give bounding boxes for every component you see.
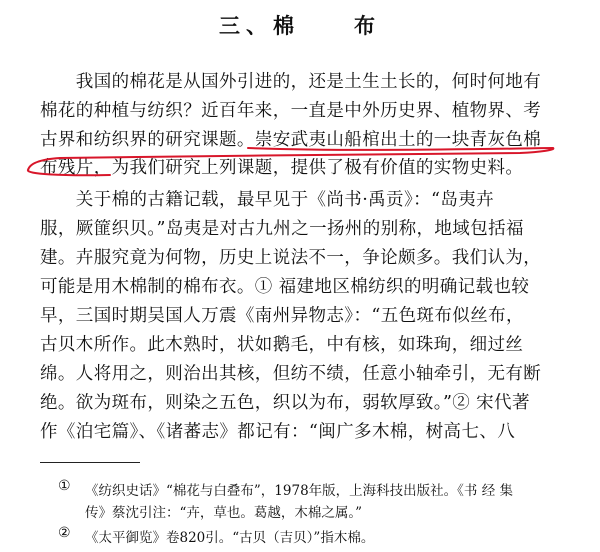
text-line: 绝。欲为斑布，则染之五色，织以为布，弱软厚致。”② 宋代著 bbox=[40, 393, 530, 413]
text-line bbox=[40, 126, 570, 151]
text-line: 棉花的种植与纺织？近百年来，一直是中外历史界、植物界、考 bbox=[40, 101, 542, 121]
text-line: 我国的棉花是从国外引进的，还是土生土长的，何时何地有 bbox=[40, 72, 542, 92]
footnote-divider bbox=[40, 462, 140, 463]
section-heading: 三、棉 布 bbox=[219, 13, 381, 38]
footnote-text: 《纺织史话》“棉花与白叠布”，1978年版，上海科技出版社。《书 经 集 bbox=[85, 483, 513, 499]
text-line: 作《泊宅篇》、《诸蕃志》都记有：“闽广多木棉，树高七、八 bbox=[40, 422, 516, 442]
text-line: 古贝木所作。此木熟时，状如鹅毛，中有核，如珠珣，细过丝 bbox=[40, 335, 524, 355]
footnote-text: 《太平御览》卷820引。“古贝（吉贝）”指木棉。 bbox=[85, 530, 375, 546]
text-line: 关于棉的古籍记载，最早见于《尚书·禹贡》：“岛夷卉 bbox=[40, 190, 495, 210]
text-line: 可能是用木棉制的棉布衣。① 福建地区棉纺织的明确记载也较 bbox=[40, 277, 530, 297]
footnote-text: 传》蔡沈引注：“卉，草也。葛越，木棉之属。” bbox=[85, 505, 363, 521]
highlighted-text: 崇安武夷山船棺出土的一块青灰色棉 bbox=[254, 130, 542, 150]
text-segment: ，为我们研究上列课题，提供了极有价值的实物史料。 bbox=[93, 158, 524, 178]
text-line: 服，厥篚织贝。”岛夷是对古九州之一扬州的别称，地域包括福 bbox=[40, 219, 524, 239]
highlighted-text: 布残片 bbox=[40, 158, 94, 178]
text-line: 建。卉服究竟为何物，历史上说法不一，争论颇多。我们认为， bbox=[40, 248, 542, 268]
text-line: 早，三国时期吴国人万震《南州异物志》：“五色斑布似丝布， bbox=[40, 306, 524, 326]
footnote-marker: ② bbox=[58, 525, 71, 541]
footnote-marker: ① bbox=[58, 478, 71, 494]
text-line bbox=[40, 154, 570, 179]
text-segment: 古界和纺织界的研究课题。 bbox=[40, 130, 255, 150]
text-line: 绵。人将用之，则治出其核，但纺不绩，任意小轴牵引，无有断 bbox=[40, 364, 542, 384]
